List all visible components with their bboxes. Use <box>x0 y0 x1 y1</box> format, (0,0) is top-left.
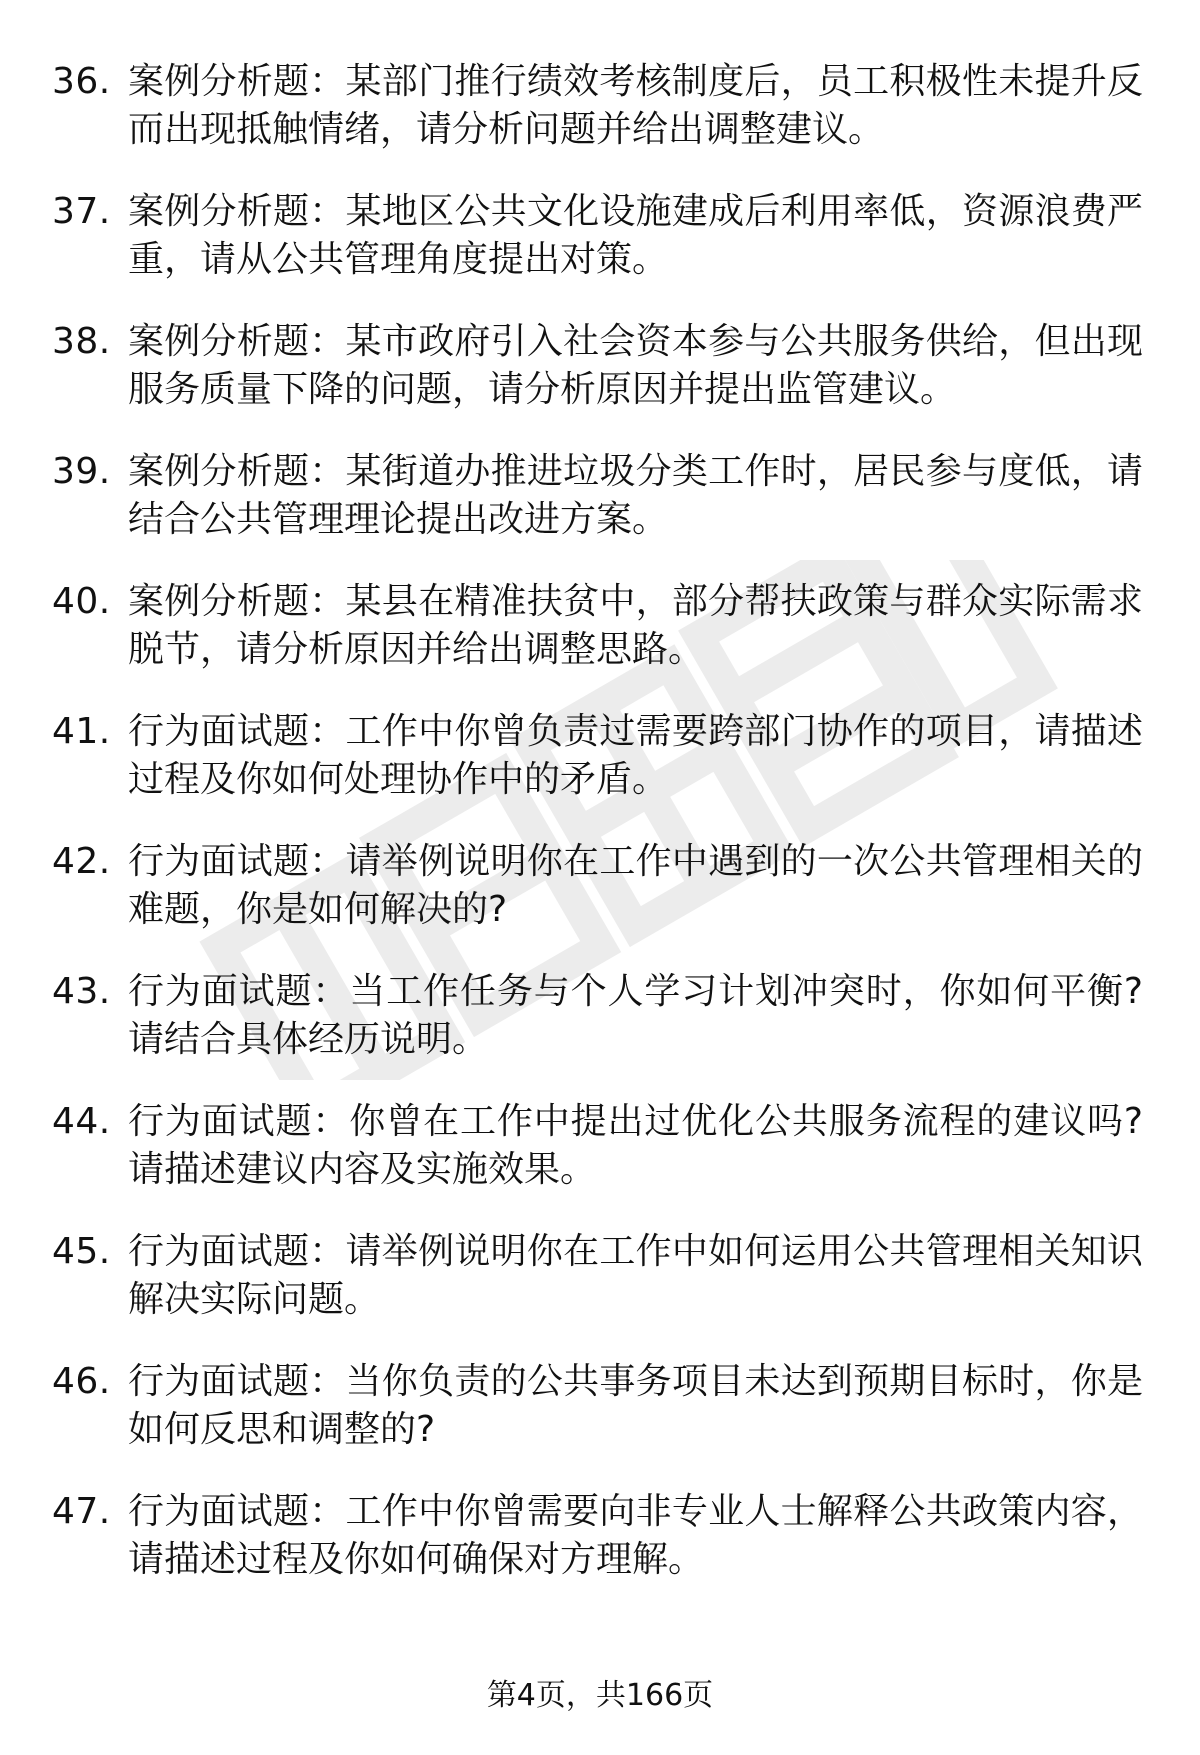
question-text: 行为面试题：你曾在工作中提出过优化公共服务流程的建议吗?请描述建议内容及实施效果。 <box>128 1101 1143 1190</box>
question-number: 47. <box>52 1491 111 1532</box>
question-text: 行为面试题：请举例说明你在工作中如何运用公共管理相关知识解决实际问题。 <box>128 1231 1143 1320</box>
question-number: 42. <box>52 841 111 882</box>
question-text: 行为面试题：当工作任务与个人学习计划冲突时，你如何平衡?请结合具体经历说明。 <box>128 971 1143 1060</box>
list-item <box>0 1098 1200 1228</box>
question-text: 行为面试题：工作中你曾负责过需要跨部门协作的项目，请描述过程及你如何处理协作中的矛盾。 <box>128 711 1143 800</box>
question-text: 行为面试题：请举例说明你在工作中遇到的一次公共管理相关的难题，你是如何解决的? <box>128 841 1143 930</box>
question-number: 41. <box>52 711 111 752</box>
question-number: 38. <box>52 321 111 362</box>
question-number: 37. <box>52 191 111 232</box>
question-number: 44. <box>52 1101 111 1142</box>
list-item <box>0 58 1200 188</box>
question-text: 案例分析题：某市政府引入社会资本参与公共服务供给，但出现服务质量下降的问题，请分析原因并提出监管建议。 <box>128 321 1143 410</box>
question-text: 行为面试题：当你负责的公共事务项目未达到预期目标时，你是如何反思和调整的? <box>128 1361 1143 1450</box>
question-text: 行为面试题：工作中你曾需要向非专业人士解释公共政策内容，请描述过程及你如何确保对方理解。 <box>128 1491 1143 1580</box>
list-item <box>0 1228 1200 1358</box>
question-number: 43. <box>52 971 111 1012</box>
list-item <box>0 188 1200 318</box>
question-number: 39. <box>52 451 111 492</box>
list-item <box>0 1488 1200 1618</box>
question-text: 案例分析题：某地区公共文化设施建成后利用率低，资源浪费严重，请从公共管理角度提出对策。 <box>128 191 1143 280</box>
list-item <box>0 318 1200 448</box>
list-item <box>0 968 1200 1098</box>
question-number: 40. <box>52 581 111 622</box>
question-text: 案例分析题：某街道办推进垃圾分类工作时，居民参与度低，请结合公共管理理论提出改进方案。 <box>128 451 1143 540</box>
question-text: 案例分析题：某县在精准扶贫中，部分帮扶政策与群众实际需求脱节，请分析原因并给出调整思路。 <box>128 581 1143 670</box>
question-list <box>0 58 1200 1618</box>
list-item <box>0 708 1200 838</box>
question-text: 案例分析题：某部门推行绩效考核制度后，员工积极性未提升反而出现抵触情绪，请分析问题并给出调整建议。 <box>128 61 1143 150</box>
list-item <box>0 578 1200 708</box>
page-footer: 第4页，共166页 <box>486 1678 714 1713</box>
list-item <box>0 448 1200 578</box>
question-number: 36. <box>52 61 111 102</box>
list-item <box>0 838 1200 968</box>
list-item <box>0 1358 1200 1488</box>
question-number: 46. <box>52 1361 111 1402</box>
question-number: 45. <box>52 1231 111 1272</box>
